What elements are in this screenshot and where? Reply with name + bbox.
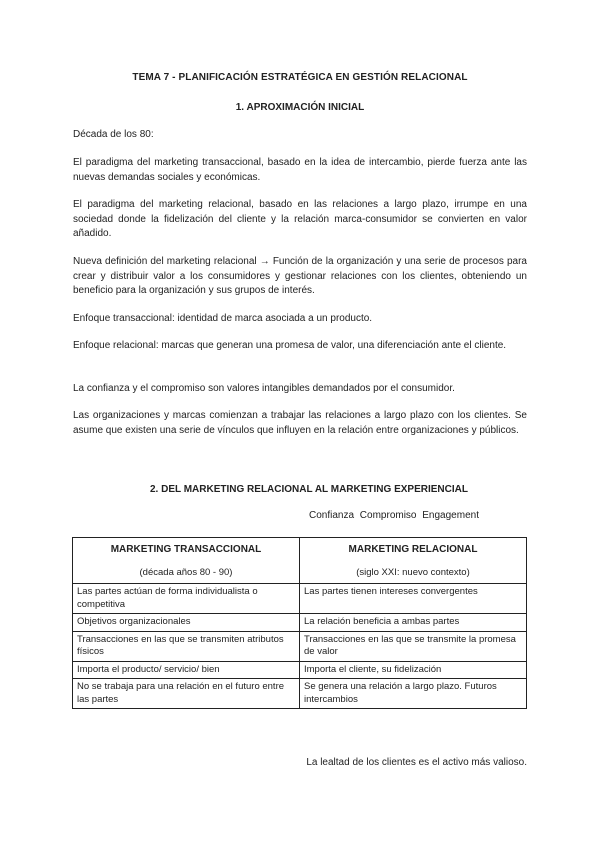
table-row xyxy=(73,614,527,632)
paragraph: Nueva definición del marketing relacional → Función de la organización y una serie de procesos para crear y distribuir valor a los consumidores y gestionar relaciones con los clientes, obteniendo un beneficio para la organización y sus grupos de interés. xyxy=(73,256,527,296)
table-cell: No se trabaja para una relación en el futuro entre las partes xyxy=(73,679,300,709)
table-cell: Las partes tienen intereses convergentes xyxy=(300,584,527,614)
paragraph: Enfoque relacional: marcas que generan una promesa de valor, una diferenciación ante el cliente. xyxy=(73,340,507,351)
table-cell: La relación beneficia a ambas partes xyxy=(300,614,527,632)
paragraph: El paradigma del marketing relacional, basado en las relaciones a largo plazo, irrumpe en una sociedad donde la fidelización del cliente y la relación marca-consumidor se convierten en valor añadido. xyxy=(73,199,527,239)
header-sublabel: (década años 80 - 90) xyxy=(139,566,233,578)
paragraph: Década de los 80: xyxy=(73,129,154,140)
table-header-cell xyxy=(300,538,527,584)
table-row xyxy=(73,631,527,661)
section-heading-1: 1. APROXIMACIÓN INICIAL xyxy=(235,102,365,113)
table-cell: Importa el cliente, su fidelización xyxy=(300,661,527,679)
table-cell: Transacciones en las que se transmiten atributos físicos xyxy=(73,631,300,661)
table-cell: Se genera una relación a largo plazo. Futuros intercambios xyxy=(300,679,527,709)
closing-note: La lealtad de los clientes es el activo más valioso. xyxy=(306,757,527,768)
table-cell: Objetivos organizacionales xyxy=(73,614,300,632)
header-sublabel: (siglo XXI: nuevo contexto) xyxy=(356,566,470,578)
keywords-line: Confianza Compromiso Engagement xyxy=(309,510,479,521)
paragraph: La confianza y el compromiso son valores intangibles demandados por el consumidor. xyxy=(73,383,455,394)
page-title: TEMA 7 - PLANIFICACIÓN ESTRATÉGICA EN GESTIÓN RELACIONAL xyxy=(132,72,468,83)
table-cell: Las partes actúan de forma individualista o competitiva xyxy=(73,584,300,614)
table-row xyxy=(73,584,527,614)
paragraph: Las organizaciones y marcas comienzan a trabajar las relaciones a largo plazo con los clientes. Se asume que existen una serie de vínculos que influyen en la relación entre organizaciones y públicos. xyxy=(73,410,527,436)
header-label: MARKETING TRANSACCIONAL xyxy=(110,544,262,555)
table-cell: Transacciones en las que se transmite la promesa de valor xyxy=(300,631,527,661)
comparison-table xyxy=(72,537,527,709)
table-row xyxy=(73,661,527,679)
paragraph: El paradigma del marketing transaccional, basado en la idea de intercambio, pierde fuerza ante las nuevas demandas sociales y económicas. xyxy=(73,157,527,183)
paragraph: Enfoque transaccional: identidad de marca asociada a un producto. xyxy=(73,313,373,324)
table-cell: Importa el producto/ servicio/ bien xyxy=(73,661,300,679)
table-header-cell xyxy=(73,538,300,584)
section-heading-2: 2. DEL MARKETING RELACIONAL AL MARKETING EXPERIENCIAL xyxy=(150,484,468,495)
table-row xyxy=(73,679,527,709)
header-label: MARKETING RELACIONAL xyxy=(348,544,478,555)
table-header-row xyxy=(73,538,527,584)
